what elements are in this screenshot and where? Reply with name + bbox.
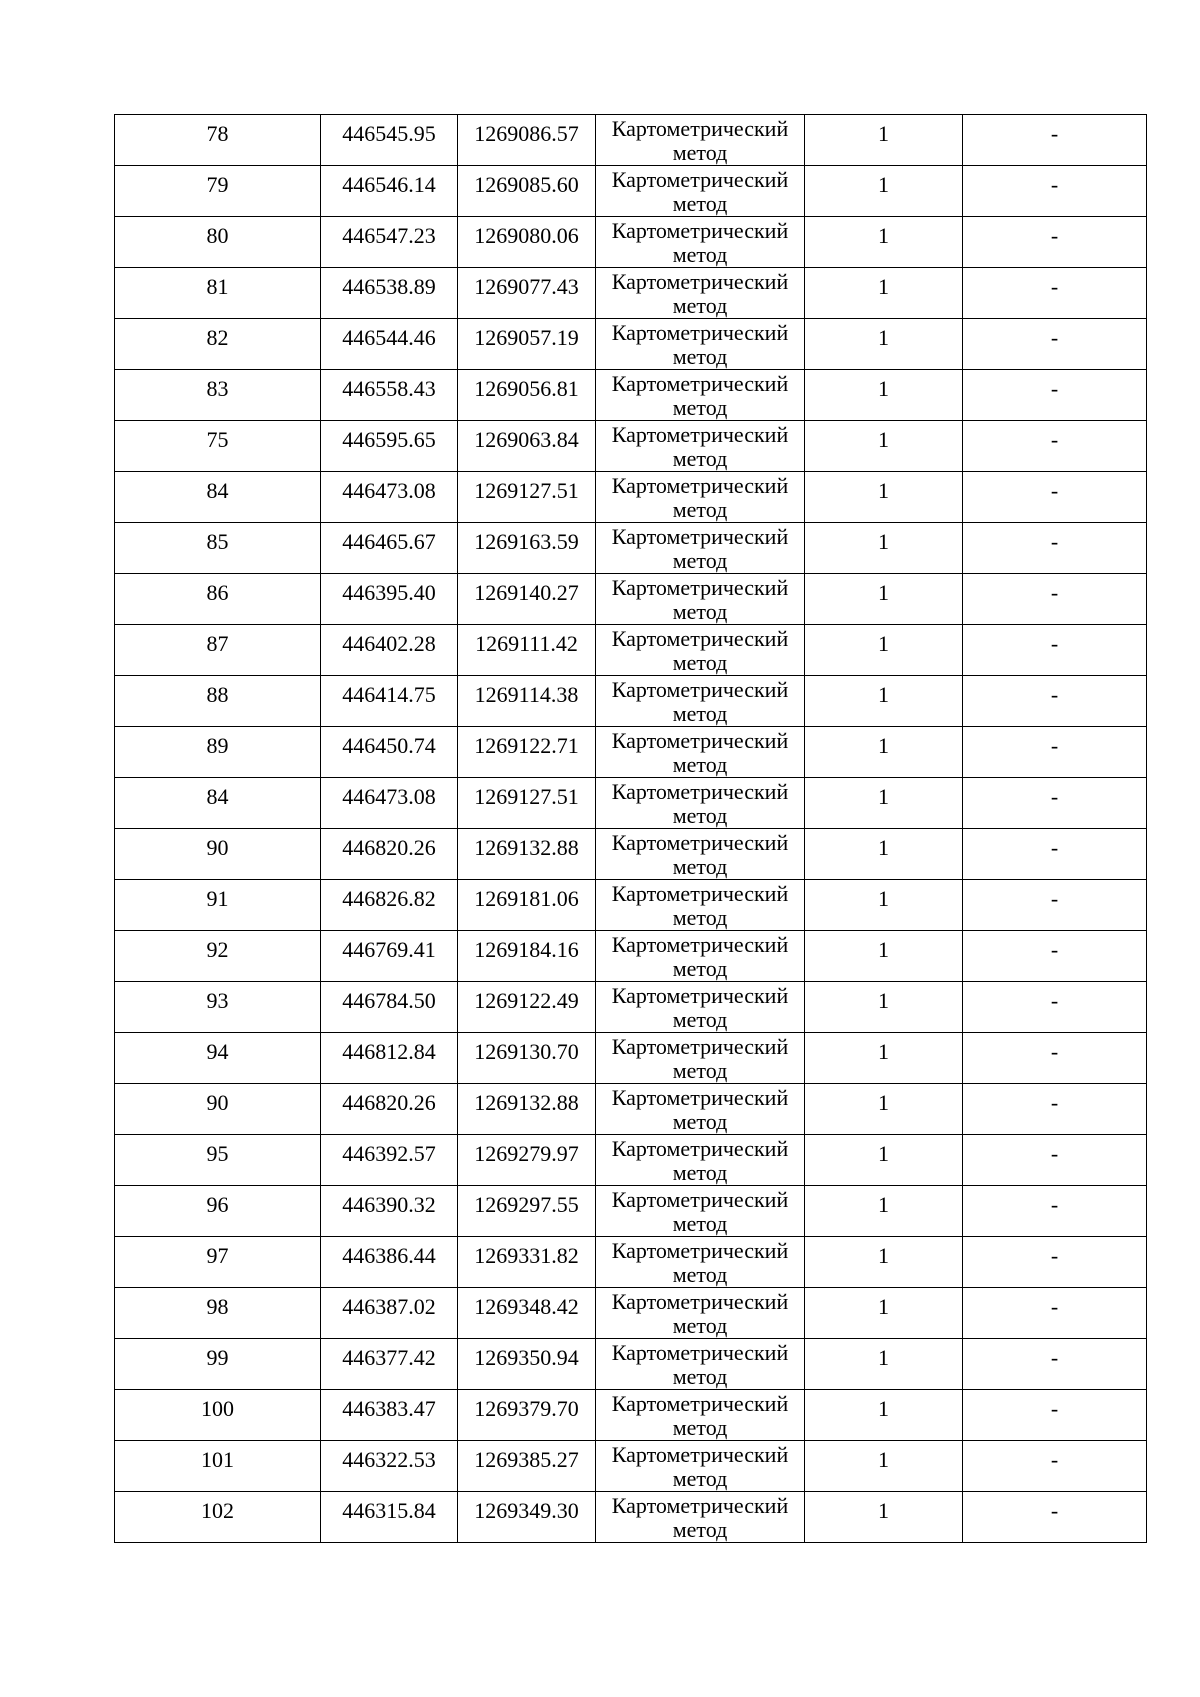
accuracy-cell: 1 bbox=[805, 1339, 963, 1390]
method-cell bbox=[596, 982, 805, 1033]
point-number-cell: 99 bbox=[115, 1339, 321, 1390]
note-cell: - bbox=[963, 1237, 1147, 1288]
accuracy-cell: 1 bbox=[805, 472, 963, 523]
method-text-line1: Картометрический bbox=[611, 932, 789, 957]
table-row bbox=[115, 880, 1147, 931]
method-cell bbox=[596, 472, 805, 523]
accuracy-cell: 1 bbox=[805, 727, 963, 778]
x-coordinate-cell: 446784.50 bbox=[321, 982, 458, 1033]
note-cell: - bbox=[963, 472, 1147, 523]
accuracy-cell: 1 bbox=[805, 166, 963, 217]
method-cell bbox=[596, 1288, 805, 1339]
point-number-cell: 96 bbox=[115, 1186, 321, 1237]
y-coordinate-cell: 1269056.81 bbox=[458, 370, 596, 421]
accuracy-cell: 1 bbox=[805, 1186, 963, 1237]
method-text-line1: Картометрический bbox=[611, 728, 789, 753]
method-text-line1: Картометрический bbox=[611, 1136, 789, 1161]
y-coordinate-cell: 1269132.88 bbox=[458, 1084, 596, 1135]
method-cell bbox=[596, 676, 805, 727]
method-cell bbox=[596, 727, 805, 778]
x-coordinate-cell: 446473.08 bbox=[321, 472, 458, 523]
table-row bbox=[115, 1135, 1147, 1186]
accuracy-cell: 1 bbox=[805, 370, 963, 421]
accuracy-cell: 1 bbox=[805, 1135, 963, 1186]
point-number-cell: 84 bbox=[115, 472, 321, 523]
y-coordinate-cell: 1269127.51 bbox=[458, 778, 596, 829]
method-text-line2: метод bbox=[672, 1466, 728, 1491]
table-row bbox=[115, 727, 1147, 778]
y-coordinate-cell: 1269130.70 bbox=[458, 1033, 596, 1084]
note-cell: - bbox=[963, 319, 1147, 370]
note-cell: - bbox=[963, 523, 1147, 574]
x-coordinate-cell: 446315.84 bbox=[321, 1492, 458, 1543]
x-coordinate-cell: 446395.40 bbox=[321, 574, 458, 625]
method-text-line2: метод bbox=[672, 548, 728, 573]
accuracy-cell: 1 bbox=[805, 421, 963, 472]
x-coordinate-cell: 446414.75 bbox=[321, 676, 458, 727]
note-cell: - bbox=[963, 931, 1147, 982]
point-number-cell: 102 bbox=[115, 1492, 321, 1543]
x-coordinate-cell: 446545.95 bbox=[321, 115, 458, 166]
y-coordinate-cell: 1269057.19 bbox=[458, 319, 596, 370]
table-body bbox=[115, 115, 1147, 1543]
x-coordinate-cell: 446595.65 bbox=[321, 421, 458, 472]
note-cell: - bbox=[963, 1339, 1147, 1390]
method-text-line1: Картометрический bbox=[611, 983, 789, 1008]
point-number-cell: 92 bbox=[115, 931, 321, 982]
note-cell: - bbox=[963, 1186, 1147, 1237]
accuracy-cell: 1 bbox=[805, 625, 963, 676]
note-cell: - bbox=[963, 370, 1147, 421]
point-number-cell: 93 bbox=[115, 982, 321, 1033]
method-text-line2: метод bbox=[672, 1211, 728, 1236]
method-text-line2: метод bbox=[672, 1415, 728, 1440]
point-number-cell: 89 bbox=[115, 727, 321, 778]
accuracy-cell: 1 bbox=[805, 778, 963, 829]
y-coordinate-cell: 1269181.06 bbox=[458, 880, 596, 931]
table-row bbox=[115, 1084, 1147, 1135]
method-text-line2: метод bbox=[672, 650, 728, 675]
y-coordinate-cell: 1269349.30 bbox=[458, 1492, 596, 1543]
x-coordinate-cell: 446386.44 bbox=[321, 1237, 458, 1288]
accuracy-cell: 1 bbox=[805, 268, 963, 319]
method-text-line2: метод bbox=[672, 140, 728, 165]
note-cell: - bbox=[963, 268, 1147, 319]
table-row bbox=[115, 829, 1147, 880]
method-text-line2: метод bbox=[672, 344, 728, 369]
y-coordinate-cell: 1269077.43 bbox=[458, 268, 596, 319]
method-text-line1: Картометрический bbox=[611, 881, 789, 906]
x-coordinate-cell: 446387.02 bbox=[321, 1288, 458, 1339]
note-cell: - bbox=[963, 166, 1147, 217]
method-cell bbox=[596, 1339, 805, 1390]
method-text-line2: метод bbox=[672, 1109, 728, 1134]
note-cell: - bbox=[963, 421, 1147, 472]
method-text-line2: метод bbox=[672, 497, 728, 522]
method-text-line2: метод bbox=[672, 854, 728, 879]
method-text-line2: метод bbox=[672, 803, 728, 828]
accuracy-cell: 1 bbox=[805, 319, 963, 370]
table-row bbox=[115, 421, 1147, 472]
table-row bbox=[115, 319, 1147, 370]
table-row bbox=[115, 370, 1147, 421]
point-number-cell: 94 bbox=[115, 1033, 321, 1084]
y-coordinate-cell: 1269127.51 bbox=[458, 472, 596, 523]
table-row bbox=[115, 1339, 1147, 1390]
point-number-cell: 91 bbox=[115, 880, 321, 931]
note-cell: - bbox=[963, 829, 1147, 880]
y-coordinate-cell: 1269085.60 bbox=[458, 166, 596, 217]
method-cell bbox=[596, 574, 805, 625]
point-number-cell: 90 bbox=[115, 829, 321, 880]
note-cell: - bbox=[963, 625, 1147, 676]
method-text-line1: Картометрический bbox=[611, 1493, 789, 1518]
note-cell: - bbox=[963, 778, 1147, 829]
point-number-cell: 86 bbox=[115, 574, 321, 625]
y-coordinate-cell: 1269385.27 bbox=[458, 1441, 596, 1492]
method-text-line2: метод bbox=[672, 701, 728, 726]
method-text-line2: метод bbox=[672, 395, 728, 420]
y-coordinate-cell: 1269122.71 bbox=[458, 727, 596, 778]
method-text-line2: метод bbox=[672, 242, 728, 267]
x-coordinate-cell: 446820.26 bbox=[321, 1084, 458, 1135]
method-text-line2: метод bbox=[672, 956, 728, 981]
x-coordinate-cell: 446392.57 bbox=[321, 1135, 458, 1186]
method-cell bbox=[596, 1033, 805, 1084]
method-text-line1: Картометрический bbox=[611, 371, 789, 396]
note-cell: - bbox=[963, 1492, 1147, 1543]
accuracy-cell: 1 bbox=[805, 1390, 963, 1441]
method-cell bbox=[596, 370, 805, 421]
method-text-line2: метод bbox=[672, 1517, 728, 1542]
y-coordinate-cell: 1269297.55 bbox=[458, 1186, 596, 1237]
note-cell: - bbox=[963, 676, 1147, 727]
method-text-line2: метод bbox=[672, 446, 728, 471]
method-cell bbox=[596, 1135, 805, 1186]
method-text-line1: Картометрический bbox=[611, 218, 789, 243]
y-coordinate-cell: 1269331.82 bbox=[458, 1237, 596, 1288]
accuracy-cell: 1 bbox=[805, 829, 963, 880]
method-text-line2: метод bbox=[672, 1313, 728, 1338]
method-cell bbox=[596, 166, 805, 217]
method-cell bbox=[596, 1441, 805, 1492]
method-text-line2: метод bbox=[672, 599, 728, 624]
method-cell bbox=[596, 421, 805, 472]
method-text-line2: метод bbox=[672, 1364, 728, 1389]
x-coordinate-cell: 446390.32 bbox=[321, 1186, 458, 1237]
x-coordinate-cell: 446402.28 bbox=[321, 625, 458, 676]
method-text-line1: Картометрический bbox=[611, 626, 789, 651]
note-cell: - bbox=[963, 1441, 1147, 1492]
method-text-line2: метод bbox=[672, 905, 728, 930]
accuracy-cell: 1 bbox=[805, 1441, 963, 1492]
method-cell bbox=[596, 625, 805, 676]
point-number-cell: 83 bbox=[115, 370, 321, 421]
point-number-cell: 95 bbox=[115, 1135, 321, 1186]
table-row bbox=[115, 472, 1147, 523]
point-number-cell: 78 bbox=[115, 115, 321, 166]
x-coordinate-cell: 446377.42 bbox=[321, 1339, 458, 1390]
method-text-line1: Картометрический bbox=[611, 167, 789, 192]
point-number-cell: 98 bbox=[115, 1288, 321, 1339]
method-text-line2: метод bbox=[672, 1007, 728, 1032]
x-coordinate-cell: 446383.47 bbox=[321, 1390, 458, 1441]
accuracy-cell: 1 bbox=[805, 1288, 963, 1339]
point-number-cell: 75 bbox=[115, 421, 321, 472]
x-coordinate-cell: 446546.14 bbox=[321, 166, 458, 217]
table-row bbox=[115, 1492, 1147, 1543]
note-cell: - bbox=[963, 1033, 1147, 1084]
point-number-cell: 81 bbox=[115, 268, 321, 319]
x-coordinate-cell: 446812.84 bbox=[321, 1033, 458, 1084]
method-cell bbox=[596, 319, 805, 370]
method-cell bbox=[596, 115, 805, 166]
x-coordinate-cell: 446473.08 bbox=[321, 778, 458, 829]
point-number-cell: 80 bbox=[115, 217, 321, 268]
method-cell bbox=[596, 523, 805, 574]
method-text-line1: Картометрический bbox=[611, 524, 789, 549]
method-text-line1: Картометрический bbox=[611, 1238, 789, 1263]
method-cell bbox=[596, 1390, 805, 1441]
table-row bbox=[115, 217, 1147, 268]
method-cell bbox=[596, 1186, 805, 1237]
note-cell: - bbox=[963, 1084, 1147, 1135]
method-cell bbox=[596, 217, 805, 268]
method-text-line1: Картометрический bbox=[611, 422, 789, 447]
y-coordinate-cell: 1269350.94 bbox=[458, 1339, 596, 1390]
method-text-line1: Картометрический bbox=[611, 320, 789, 345]
note-cell: - bbox=[963, 1390, 1147, 1441]
x-coordinate-cell: 446544.46 bbox=[321, 319, 458, 370]
method-text-line2: метод bbox=[672, 293, 728, 318]
table-row bbox=[115, 1237, 1147, 1288]
table-row bbox=[115, 523, 1147, 574]
x-coordinate-cell: 446826.82 bbox=[321, 880, 458, 931]
point-number-cell: 97 bbox=[115, 1237, 321, 1288]
note-cell: - bbox=[963, 982, 1147, 1033]
method-text-line1: Картометрический bbox=[611, 1391, 789, 1416]
table-row bbox=[115, 931, 1147, 982]
method-text-line2: метод bbox=[672, 1262, 728, 1287]
table-row bbox=[115, 982, 1147, 1033]
y-coordinate-cell: 1269122.49 bbox=[458, 982, 596, 1033]
x-coordinate-cell: 446820.26 bbox=[321, 829, 458, 880]
point-number-cell: 82 bbox=[115, 319, 321, 370]
point-number-cell: 87 bbox=[115, 625, 321, 676]
table-row bbox=[115, 625, 1147, 676]
x-coordinate-cell: 446450.74 bbox=[321, 727, 458, 778]
y-coordinate-cell: 1269080.06 bbox=[458, 217, 596, 268]
table-row bbox=[115, 778, 1147, 829]
method-cell bbox=[596, 931, 805, 982]
table-row bbox=[115, 166, 1147, 217]
table-row bbox=[115, 115, 1147, 166]
method-text-line2: метод bbox=[672, 752, 728, 777]
note-cell: - bbox=[963, 574, 1147, 625]
accuracy-cell: 1 bbox=[805, 982, 963, 1033]
accuracy-cell: 1 bbox=[805, 1084, 963, 1135]
point-number-cell: 85 bbox=[115, 523, 321, 574]
note-cell: - bbox=[963, 1288, 1147, 1339]
coordinates-table bbox=[114, 114, 1147, 1543]
note-cell: - bbox=[963, 880, 1147, 931]
method-text-line1: Картометрический bbox=[611, 269, 789, 294]
y-coordinate-cell: 1269184.16 bbox=[458, 931, 596, 982]
method-cell bbox=[596, 268, 805, 319]
table-row bbox=[115, 1186, 1147, 1237]
x-coordinate-cell: 446465.67 bbox=[321, 523, 458, 574]
method-text-line1: Картометрический bbox=[611, 1442, 789, 1467]
note-cell: - bbox=[963, 1135, 1147, 1186]
method-text-line2: метод bbox=[672, 1160, 728, 1185]
method-text-line1: Картометрический bbox=[611, 677, 789, 702]
accuracy-cell: 1 bbox=[805, 1492, 963, 1543]
point-number-cell: 84 bbox=[115, 778, 321, 829]
accuracy-cell: 1 bbox=[805, 574, 963, 625]
method-text-line1: Картометрический bbox=[611, 830, 789, 855]
table-row bbox=[115, 1033, 1147, 1084]
method-text-line1: Картометрический bbox=[611, 1289, 789, 1314]
y-coordinate-cell: 1269140.27 bbox=[458, 574, 596, 625]
method-cell bbox=[596, 880, 805, 931]
y-coordinate-cell: 1269114.38 bbox=[458, 676, 596, 727]
y-coordinate-cell: 1269379.70 bbox=[458, 1390, 596, 1441]
point-number-cell: 101 bbox=[115, 1441, 321, 1492]
method-text-line1: Картометрический bbox=[611, 575, 789, 600]
accuracy-cell: 1 bbox=[805, 217, 963, 268]
point-number-cell: 90 bbox=[115, 1084, 321, 1135]
y-coordinate-cell: 1269063.84 bbox=[458, 421, 596, 472]
note-cell: - bbox=[963, 115, 1147, 166]
accuracy-cell: 1 bbox=[805, 1033, 963, 1084]
method-text-line1: Картометрический bbox=[611, 473, 789, 498]
method-text-line1: Картометрический bbox=[611, 1340, 789, 1365]
table-row bbox=[115, 268, 1147, 319]
method-cell bbox=[596, 778, 805, 829]
table-row bbox=[115, 574, 1147, 625]
accuracy-cell: 1 bbox=[805, 115, 963, 166]
method-text-line1: Картометрический bbox=[611, 1034, 789, 1059]
point-number-cell: 88 bbox=[115, 676, 321, 727]
method-text-line1: Картометрический bbox=[611, 1085, 789, 1110]
note-cell: - bbox=[963, 727, 1147, 778]
table-row bbox=[115, 676, 1147, 727]
accuracy-cell: 1 bbox=[805, 676, 963, 727]
table-row bbox=[115, 1441, 1147, 1492]
method-text-line2: метод bbox=[672, 1058, 728, 1083]
method-cell bbox=[596, 1492, 805, 1543]
method-text-line1: Картометрический bbox=[611, 116, 789, 141]
y-coordinate-cell: 1269111.42 bbox=[458, 625, 596, 676]
accuracy-cell: 1 bbox=[805, 931, 963, 982]
x-coordinate-cell: 446547.23 bbox=[321, 217, 458, 268]
x-coordinate-cell: 446558.43 bbox=[321, 370, 458, 421]
note-cell: - bbox=[963, 217, 1147, 268]
accuracy-cell: 1 bbox=[805, 880, 963, 931]
point-number-cell: 79 bbox=[115, 166, 321, 217]
y-coordinate-cell: 1269348.42 bbox=[458, 1288, 596, 1339]
accuracy-cell: 1 bbox=[805, 1237, 963, 1288]
point-number-cell: 100 bbox=[115, 1390, 321, 1441]
y-coordinate-cell: 1269132.88 bbox=[458, 829, 596, 880]
y-coordinate-cell: 1269163.59 bbox=[458, 523, 596, 574]
method-cell bbox=[596, 829, 805, 880]
x-coordinate-cell: 446538.89 bbox=[321, 268, 458, 319]
y-coordinate-cell: 1269086.57 bbox=[458, 115, 596, 166]
method-cell bbox=[596, 1084, 805, 1135]
table-row bbox=[115, 1288, 1147, 1339]
x-coordinate-cell: 446322.53 bbox=[321, 1441, 458, 1492]
x-coordinate-cell: 446769.41 bbox=[321, 931, 458, 982]
table-row bbox=[115, 1390, 1147, 1441]
method-text-line2: метод bbox=[672, 191, 728, 216]
method-text-line1: Картометрический bbox=[611, 1187, 789, 1212]
accuracy-cell: 1 bbox=[805, 523, 963, 574]
method-text-line1: Картометрический bbox=[611, 779, 789, 804]
y-coordinate-cell: 1269279.97 bbox=[458, 1135, 596, 1186]
method-cell bbox=[596, 1237, 805, 1288]
